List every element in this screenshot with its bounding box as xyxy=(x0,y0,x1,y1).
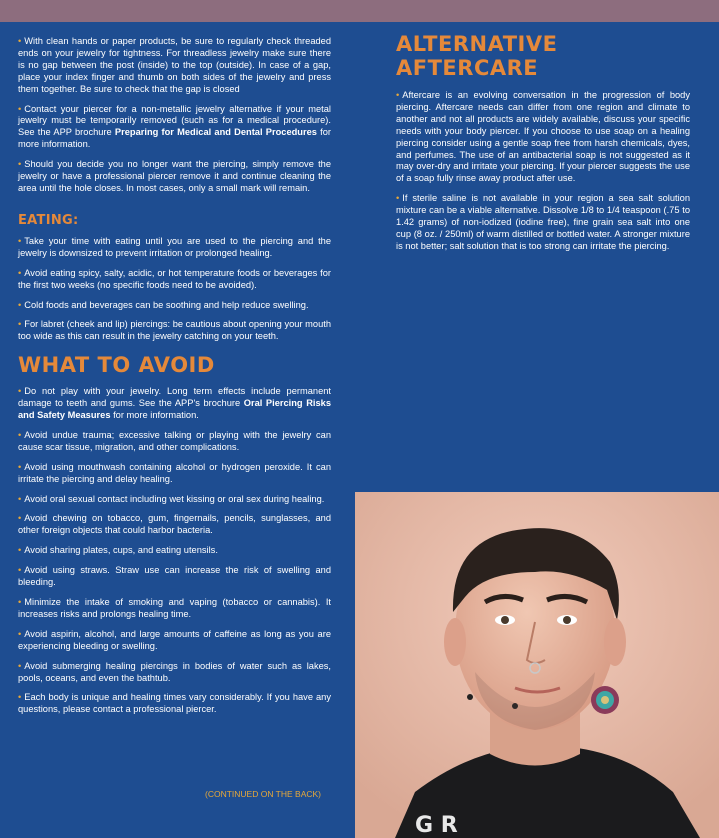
list-item: • Avoid undue trauma; excessive talking or playing with the jewelry can cause scar tissue, migration, and other complications. xyxy=(18,429,331,452)
list-item: • Cold foods and beverages can be soothing and help reduce swelling. xyxy=(18,299,309,310)
list-item: • Avoid using straws. Straw use can increase the risk of swelling and bleeding. xyxy=(18,565,331,588)
eating-bullet-list xyxy=(18,236,331,343)
intro-bullet-list xyxy=(18,36,331,195)
portrait-illustration xyxy=(355,492,719,838)
list-item: • Should you decide you no longer want the piercing, simply remove the jewelry or have a professional piercer remove it and continue cleaning the area until the hole closes. In most cases, only a small mark will remain. xyxy=(18,159,331,193)
list-item: • Avoid oral sexual contact including wet kissing or oral sex during healing. xyxy=(18,493,325,504)
list-item: • Avoid aspirin, alcohol, and large amounts of caffeine as long as you are experiencing bleeding or swelling. xyxy=(18,628,331,651)
what-to-avoid-heading: WHAT TO AVOID xyxy=(18,353,215,378)
list-item: • Avoid eating spicy, salty, acidic, or hot temperature foods or beverages for the first two weeks (no specific foods need to be avoided). xyxy=(18,267,331,290)
list-item: • Avoid submerging healing piercings in bodies of water such as lakes, pools, oceans, and even the bathtub. xyxy=(18,660,331,683)
list-item: • Avoid using mouthwash containing alcohol or hydrogen peroxide. It can irritate the piercing and delay healing. xyxy=(18,461,331,484)
list-item: • Do not play with your jewelry. Long term effects include permanent damage to teeth and gums. See the APP's brochure Oral Piercing Risks and Safety Measures for more information. xyxy=(18,386,332,421)
top-bar xyxy=(0,0,719,22)
left-column xyxy=(18,36,331,724)
continued-note: (CONTINUED ON THE BACK) xyxy=(205,789,322,799)
list-item: • Contact your piercer for a non-metallic jewelry alternative if your metal jewelry must be temporarily removed (such as for a medical procedure). See the APP brochure Preparing for Medical and Dental Procedures for more information. xyxy=(18,103,331,150)
list-item: • With clean hands or paper products, be sure to regularly check threaded ends on your jewelry for tightness. For threadless jewelry make sure there is no gap between the post (inside) to the top (outside). In case of a gap, place your index finger and thumb on both sides of the jewelry and press them together. Be sure to check that the gap is closed xyxy=(18,36,331,94)
list-item: • Take your time with eating until you are used to the piercing and the jewelry is downsized to prevent irritation or prolonged healing. xyxy=(18,235,331,258)
portrait-photo xyxy=(355,492,719,838)
brochure-title: Preparing for Medical and Dental Procedures xyxy=(114,127,317,138)
list-item: • If sterile saline is not available in your region a sea salt solution mixture can be a viable alternative. Dissolve 1/8 to 1/4 teaspoon (.75 to 1.42 grams) of non-iodized (iodine free), fine grain sea salt into one cup (8 oz. / 250ml) of warm distilled or bottled water. A stronger mixture is not better; salt solution that is too strong can irritate the piercing. xyxy=(396,193,690,251)
right-column xyxy=(396,32,690,261)
list-item: • Aftercare is an evolving conversation in the progression of body piercing. Aftercare needs can differ from one region and climate to another and not all products are widely available, discuss your specific needs with your body piercer. If you choose to use soap on a healing piercing consider using a gentle soap free from harsh chemicals, dyes, and perfumes. The use of an antibacterial soap is not suggested as it may over-dry and irritate your piercing. If your piercer suggests the use of a soap fully rinse away product after use. xyxy=(396,90,690,184)
alternative-aftercare-heading: ALTERNATIVE AFTERCARE xyxy=(396,32,558,80)
brochure-title: Oral Piercing Risks and Safety Measures xyxy=(18,398,332,421)
avoid-bullet-list xyxy=(18,386,331,716)
list-item: • Minimize the intake of smoking and vaping (tobacco or cannabis). It increases risks and prolongs healing time. xyxy=(18,597,331,619)
eating-heading: EATING: xyxy=(18,212,79,228)
shirt-text: G R xyxy=(415,813,458,838)
list-item: • Avoid chewing on tobacco, gum, fingernails, pencils, sunglasses, and other foreign objects that could harbor bacteria. xyxy=(18,513,331,536)
list-item: • Each body is unique and healing times vary considerably. If you have any questions, please contact a professional piercer. xyxy=(18,692,331,715)
list-item: • For labret (cheek and lip) piercings: be cautious about opening your mouth too wide as this can result in the jewelry catching on your teeth. xyxy=(18,319,331,342)
list-item: • Avoid sharing plates, cups, and eating utensils. xyxy=(18,545,218,556)
